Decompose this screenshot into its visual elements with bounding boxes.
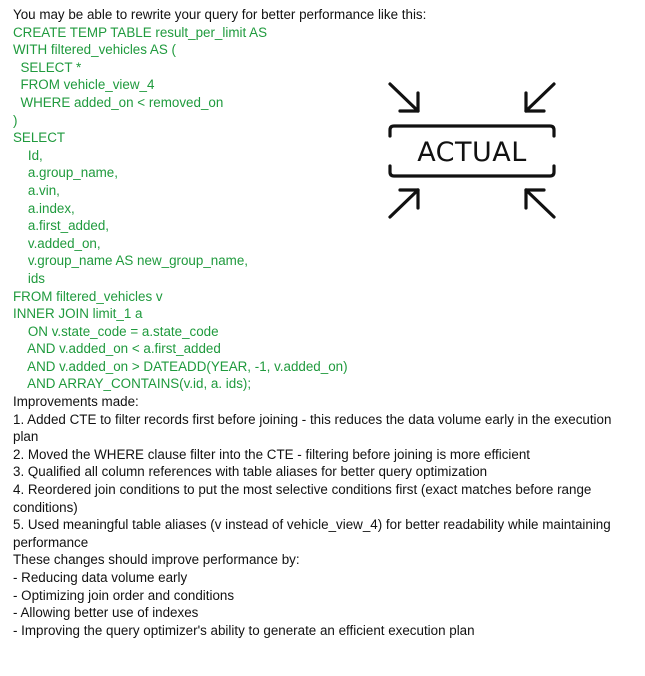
- benefit-item: - Optimizing join order and conditions: [13, 587, 235, 603]
- arrow-out-bottom-right-icon: [526, 190, 554, 217]
- sql-line: INNER JOIN limit_1 a: [13, 306, 143, 322]
- sql-line: WHERE added_on < removed_on: [13, 94, 224, 110]
- sql-line: WITH filtered_vehicles AS (: [13, 42, 176, 58]
- sql-line: Id,: [13, 147, 43, 163]
- sql-line: a.group_name,: [13, 165, 118, 181]
- intro-text: You may be able to rewrite your query for better performance like this:: [13, 7, 427, 22]
- arrow-out-bottom-left-icon: [390, 190, 418, 217]
- sql-line: ids: [13, 270, 45, 286]
- benefits-heading: These changes should improve performance by:: [13, 552, 300, 568]
- actual-logo: [386, 80, 558, 222]
- logo-text: ACTUAL: [417, 137, 527, 168]
- sql-line: SELECT: [13, 130, 66, 146]
- sql-line: AND v.added_on > DATEADD(YEAR, -1, v.added_on): [13, 358, 348, 374]
- improvements-list: [13, 411, 638, 552]
- sql-line: ON v.state_code = a.state_code: [13, 323, 219, 339]
- arrow-in-top-right-icon: [526, 84, 554, 111]
- improvement-item: 5. Used meaningful table aliases (v instead of vehicle_view_4) for better readability while maintaining performance: [13, 517, 611, 550]
- arrow-in-top-left-icon: [390, 84, 418, 111]
- sql-line: FROM filtered_vehicles v: [13, 288, 163, 304]
- sql-line: a.first_added,: [13, 218, 110, 234]
- sql-line: AND v.added_on < a.first_added: [13, 341, 221, 357]
- sql-line: v.added_on,: [13, 235, 101, 251]
- sql-line: SELECT *: [13, 59, 82, 75]
- sql-line: v.group_name AS new_group_name,: [13, 253, 248, 269]
- benefit-item: - Reducing data volume early: [13, 570, 188, 585]
- sql-line: AND ARRAY_CONTAINS(v.id, a. ids);: [13, 376, 252, 392]
- improvements-heading: Improvements made:: [13, 394, 139, 410]
- improvement-item: 2. Moved the WHERE clause filter into the CTE - filtering before joining is more efficient: [13, 446, 531, 462]
- sql-line: ): [13, 112, 18, 128]
- sql-line: a.index,: [13, 200, 75, 216]
- sql-line: a.vin,: [13, 182, 60, 198]
- benefit-item: - Allowing better use of indexes: [13, 605, 199, 621]
- benefit-item: - Improving the query optimizer's ability to generate an efficient execution plan: [13, 622, 475, 638]
- sql-line: CREATE TEMP TABLE result_per_limit AS: [13, 24, 268, 40]
- sql-line: FROM vehicle_view_4: [13, 77, 155, 93]
- improvement-item: 3. Qualified all column references with table aliases for better query optimization: [13, 464, 488, 480]
- improvement-item: 4. Reordered join conditions to put the most selective conditions first (exact matches before range conditions): [13, 482, 592, 515]
- benefits-list: [13, 569, 638, 639]
- improvement-item: 1. Added CTE to filter records first before joining - this reduces the data volume early in the execution plan: [13, 411, 612, 445]
